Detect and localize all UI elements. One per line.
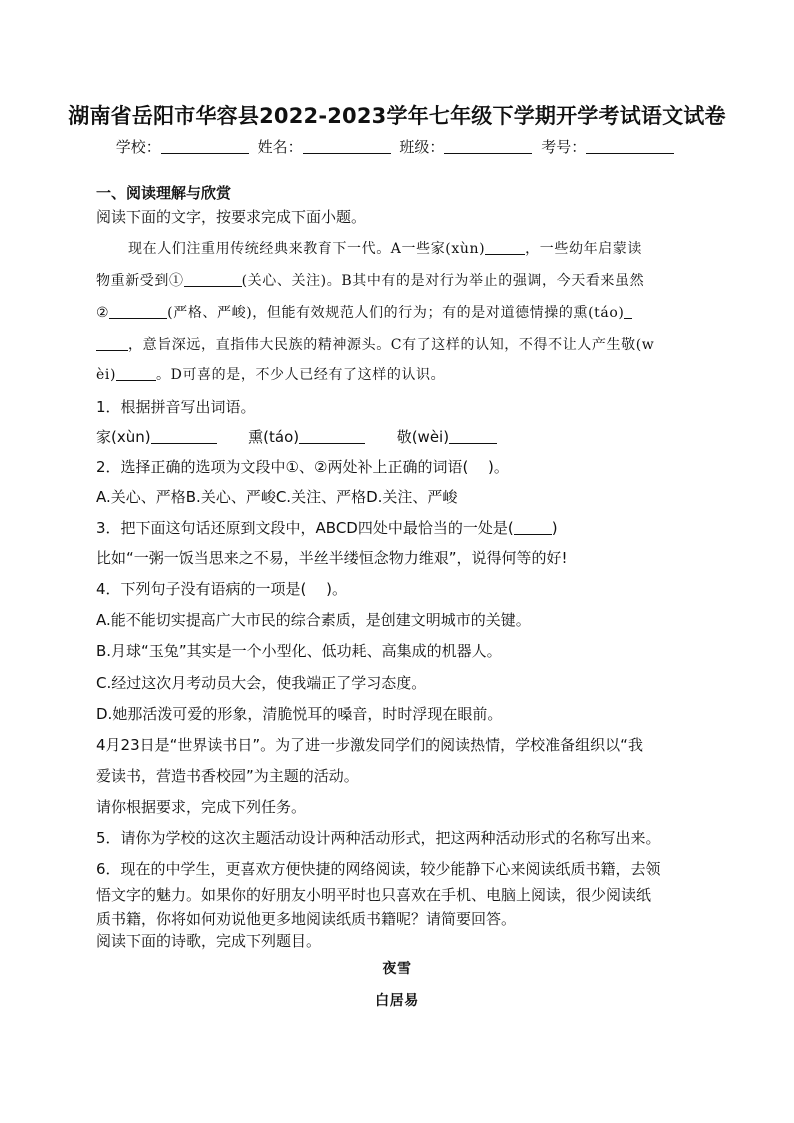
question-4-option-a: A.能不能切实提高广大市民的综合素质，是创建文明城市的关键。 (96, 611, 531, 629)
answer-blank-tao-a[interactable] (624, 304, 632, 319)
class-label: 班级： (399, 138, 445, 156)
q3-blank[interactable] (514, 520, 552, 535)
question-3: 3．把下面这句话还原到文段中，ABCD四处中最恰当的一处是( ) (96, 519, 558, 537)
question-6-line-1: 6．现在的中学生，更喜欢方便快捷的网络阅读，较少能静下心来阅读纸质书籍，去领 (96, 860, 661, 878)
class-blank[interactable] (444, 138, 532, 154)
exam-title: 湖南省岳阳市华容县2022-2023学年七年级下学期开学考试语文试卷 (68, 104, 726, 128)
section-heading: 一、阅读理解与欣赏 (96, 184, 232, 202)
student-info-row (0, 136, 794, 157)
exam-number-blank[interactable] (586, 138, 674, 154)
q1-blank-c[interactable] (449, 429, 497, 444)
name-label: 姓名： (257, 138, 303, 156)
question-1: 1．根据拼音写出词语。 (96, 398, 256, 416)
question-4-option-d: D.她那活泼可爱的形象，清脆悦耳的嗓音，时时浮现在眼前。 (96, 705, 503, 723)
passage-line-4: ，意旨深远，直指伟大民族的精神源头。C有了这样的认知，不得不让人产生敬(w (96, 334, 654, 354)
poem-author: 白居易 (375, 993, 419, 1009)
passage-line-2: 物重新受到① (关心、关注)。B其中有的是对行为举止的强调，今天看来虽然 (96, 273, 645, 289)
question-6-line-2: 悟文字的魅力。如果你的好朋友小明平时也只喜欢在手机、电脑上阅读，很少阅读纸 (96, 886, 652, 904)
poem-title: 夜雪 (382, 961, 412, 977)
activity-text-1: 4月23日是“世界读书日”。为了进一步激发同学们的阅读热情，学校准备组织以“我 (96, 736, 643, 754)
question-4-option-c: C.经过这次月考动员大会，使我端正了学习态度。 (96, 674, 427, 692)
answer-blank-2[interactable] (109, 304, 167, 319)
question-2: 2．选择正确的选项为文段中①、②两处补上正确的词语( )。 (96, 458, 509, 476)
passage-line-3: ② (严格、严峻)，但能有效规范人们的行为；有的是对道德情操的熏(táo) (96, 302, 632, 322)
passage-line-5: èi) 。D可喜的是，不少人已经有了这样的认识。 (96, 367, 446, 383)
question-4-option-b: B.月球“玉兔”其实是一个小型化、低功耗、高集成的机器人。 (96, 642, 502, 660)
question-6-line-3: 质书籍，你将如何劝说他更多地阅读纸质书籍呢？请简要回答。 (96, 910, 517, 928)
question-1-blanks: 家(xùn) 熏(táo) 敬(wèi) (96, 426, 497, 447)
question-5: 5．请你为学校的这次主题活动设计两种活动形式，把这两种活动形式的名称写出来。 (96, 829, 661, 847)
answer-blank-xun[interactable] (485, 240, 525, 255)
question-3-quote: 比如“一粥一饭当思来之不易，半丝半缕恒念物力维艰”，说得何等的好! (96, 549, 568, 567)
school-blank[interactable] (161, 138, 249, 154)
question-4: 4．下列句子没有语病的一项是( )。 (96, 580, 348, 598)
poem-intro: 阅读下面的诗歌，完成下列题目。 (96, 932, 322, 950)
question-2-options: A.关心、严格B.关心、严峻C.关注、严格D.关注、严峻 (96, 488, 458, 506)
activity-text-2: 爱读书，营造书香校园”为主题的活动。 (96, 767, 359, 785)
activity-text-3: 请你根据要求，完成下列任务。 (96, 798, 307, 816)
q1-blank-b[interactable] (299, 429, 365, 444)
name-blank[interactable] (303, 138, 391, 154)
answer-blank-wei[interactable] (116, 366, 156, 381)
passage-line-1: 现在人们注重用传统经典来教育下一代。A一些家(xùn) ，一些幼年启蒙读 (128, 241, 642, 257)
answer-blank-tao-b[interactable] (96, 336, 128, 351)
reading-intro: 阅读下面的文字，按要求完成下面小题。 (96, 208, 367, 226)
q1-blank-a[interactable] (151, 429, 217, 444)
exam-number-label: 考号： (541, 138, 587, 156)
answer-blank-1[interactable] (184, 272, 242, 287)
school-label: 学校： (115, 138, 161, 156)
